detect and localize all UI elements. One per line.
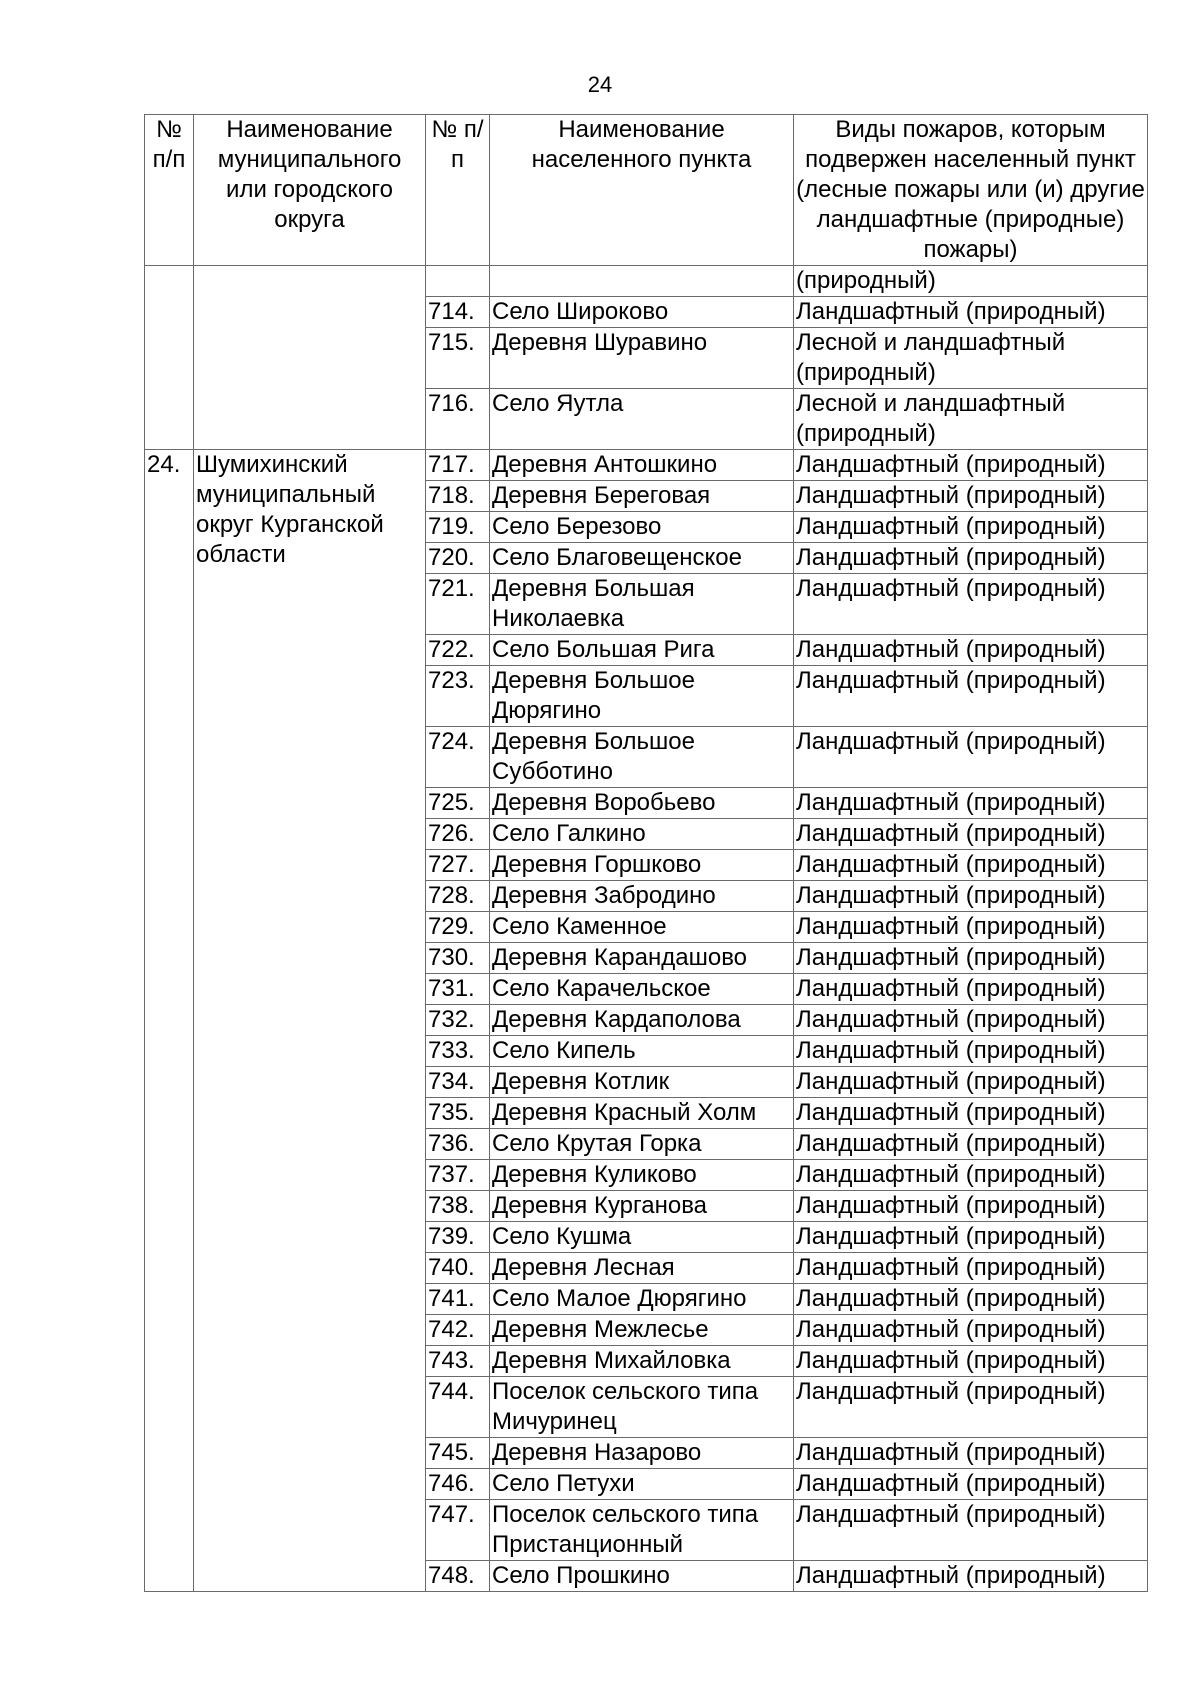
- settlement-number: 718.: [426, 481, 490, 512]
- settlement-number: 743.: [426, 1346, 490, 1377]
- fire-type: Ландшафтный (природный): [794, 1315, 1148, 1346]
- settlement-number: 721.: [426, 574, 490, 635]
- settlement-number: 742.: [426, 1315, 490, 1346]
- settlement-name: Село Березово: [490, 512, 794, 543]
- settlement-name: Село Крутая Горка: [490, 1129, 794, 1160]
- fire-type: Ландшафтный (природный): [794, 1129, 1148, 1160]
- settlement-name: Село Петухи: [490, 1469, 794, 1500]
- settlement-name: Село Каменное: [490, 912, 794, 943]
- fire-type: Ландшафтный (природный): [794, 819, 1148, 850]
- settlement-name: Село Галкино: [490, 819, 794, 850]
- fire-type: Лесной и ландшафтный (природный): [794, 328, 1148, 389]
- settlement-name: Деревня Забродино: [490, 881, 794, 912]
- settlement-name: Деревня Красный Холм: [490, 1098, 794, 1129]
- settlement-number: 744.: [426, 1377, 490, 1438]
- settlement-name: Деревня Шуравино: [490, 328, 794, 389]
- fire-type: Ландшафтный (природный): [794, 1561, 1148, 1592]
- district-number: 24.: [145, 450, 194, 1592]
- settlement-name: Деревня Котлик: [490, 1067, 794, 1098]
- district-name-line: Шумихинский: [196, 451, 348, 478]
- header-district-number: № п/п: [145, 115, 194, 266]
- settlement-name: Село Кушма: [490, 1222, 794, 1253]
- settlement-number: 748.: [426, 1561, 490, 1592]
- settlement-name: Село Благовещенское: [490, 543, 794, 574]
- settlement-name: Село Яутла: [490, 389, 794, 450]
- fire-risk-table: [144, 114, 1148, 1592]
- district-name: [194, 450, 426, 1592]
- fire-type: Ландшафтный (природный): [794, 881, 1148, 912]
- settlement-name: Деревня Михайловка: [490, 1346, 794, 1377]
- fire-type: Ландшафтный (природный): [794, 943, 1148, 974]
- settlement-number: 731.: [426, 974, 490, 1005]
- settlement-number: 734.: [426, 1067, 490, 1098]
- continuation-type-cell: (природный): [794, 266, 1148, 297]
- settlement-number: 732.: [426, 1005, 490, 1036]
- fire-type: Ландшафтный (природный): [794, 974, 1148, 1005]
- fire-type: Ландшафтный (природный): [794, 543, 1148, 574]
- settlement-number: 723.: [426, 666, 490, 727]
- settlement-number: 735.: [426, 1098, 490, 1129]
- continuation-name-cell: [490, 266, 794, 297]
- settlement-name: Деревня Воробьево: [490, 788, 794, 819]
- settlement-name: Деревня Большое Дюрягино: [490, 666, 794, 727]
- settlement-name: Поселок сельского типа Пристанционный: [490, 1500, 794, 1561]
- fire-type: Ландшафтный (природный): [794, 850, 1148, 881]
- settlement-name: Деревня Кардаполова: [490, 1005, 794, 1036]
- settlement-name: Село Кипель: [490, 1036, 794, 1067]
- settlement-name: Деревня Береговая: [490, 481, 794, 512]
- settlement-number: 733.: [426, 1036, 490, 1067]
- settlement-number: 720.: [426, 543, 490, 574]
- fire-type: Ландшафтный (природный): [794, 1098, 1148, 1129]
- settlement-name: Деревня Межлесье: [490, 1315, 794, 1346]
- fire-type: Ландшафтный (природный): [794, 1253, 1148, 1284]
- settlement-name: Деревня Антошкино: [490, 450, 794, 481]
- settlement-number: 722.: [426, 635, 490, 666]
- settlement-number: 738.: [426, 1191, 490, 1222]
- settlement-number: 747.: [426, 1500, 490, 1561]
- settlement-number: 741.: [426, 1284, 490, 1315]
- settlement-name: Село Карачельское: [490, 974, 794, 1005]
- header-settlement-number: № п/п: [426, 115, 490, 266]
- settlement-number: 725.: [426, 788, 490, 819]
- fire-type: Лесной и ландшафтный (природный): [794, 389, 1148, 450]
- settlement-name: Деревня Куликово: [490, 1160, 794, 1191]
- fire-type: Ландшафтный (природный): [794, 1036, 1148, 1067]
- settlement-number: 729.: [426, 912, 490, 943]
- settlement-name: Деревня Назарово: [490, 1438, 794, 1469]
- header-settlement-name: Наименование населенного пункта: [490, 115, 794, 266]
- settlement-number: 727.: [426, 850, 490, 881]
- settlement-number: 739.: [426, 1222, 490, 1253]
- settlement-name: Деревня Большая Николаевка: [490, 574, 794, 635]
- fire-type: Ландшафтный (природный): [794, 635, 1148, 666]
- settlement-name: Деревня Горшково: [490, 850, 794, 881]
- settlement-number: 745.: [426, 1438, 490, 1469]
- page-number: 24: [587, 72, 613, 97]
- table-row: [145, 450, 1148, 481]
- fire-type: Ландшафтный (природный): [794, 1469, 1148, 1500]
- settlement-name: Село Большая Рига: [490, 635, 794, 666]
- header-fire-types: Виды пожаров, которым подвержен населенный пункт (лесные пожары или (и) другие ландшафтные (природные) пожары): [794, 115, 1148, 266]
- fire-type: Ландшафтный (природный): [794, 1005, 1148, 1036]
- settlement-name: Деревня Курганова: [490, 1191, 794, 1222]
- fire-type: Ландшафтный (природный): [794, 727, 1148, 788]
- fire-type: Ландшафтный (природный): [794, 297, 1148, 328]
- fire-type: Ландшафтный (природный): [794, 1500, 1148, 1561]
- fire-type: Ландшафтный (природный): [794, 1346, 1148, 1377]
- settlement-number: 715.: [426, 328, 490, 389]
- fire-type: Ландшафтный (природный): [794, 1191, 1148, 1222]
- settlement-name: Село Широково: [490, 297, 794, 328]
- continuation-number-cell: [426, 266, 490, 297]
- settlement-number: 728.: [426, 881, 490, 912]
- settlement-name: Деревня Большое Субботино: [490, 727, 794, 788]
- district-name-line: округ Курганской: [196, 511, 384, 538]
- settlement-number: 726.: [426, 819, 490, 850]
- district-name-line: области: [196, 541, 286, 568]
- settlement-number: 724.: [426, 727, 490, 788]
- fire-type: Ландшафтный (природный): [794, 788, 1148, 819]
- fire-type: Ландшафтный (природный): [794, 574, 1148, 635]
- header-district-name: Наименование муниципального или городского округа: [194, 115, 426, 266]
- settlement-number: 730.: [426, 943, 490, 974]
- fire-type: Ландшафтный (природный): [794, 1284, 1148, 1315]
- settlement-number: 714.: [426, 297, 490, 328]
- fire-type: Ландшафтный (природный): [794, 481, 1148, 512]
- fire-type: Ландшафтный (природный): [794, 512, 1148, 543]
- settlement-name: Село Малое Дюрягино: [490, 1284, 794, 1315]
- table-header-row: [145, 115, 1148, 266]
- settlement-number: 717.: [426, 450, 490, 481]
- settlement-number: 719.: [426, 512, 490, 543]
- district-number-cell-prev: [145, 266, 194, 450]
- continuation-row: [145, 266, 1148, 297]
- settlement-number: 740.: [426, 1253, 490, 1284]
- settlement-name: Деревня Лесная: [490, 1253, 794, 1284]
- settlement-number: 716.: [426, 389, 490, 450]
- settlement-number: 737.: [426, 1160, 490, 1191]
- district-name-cell-prev: [194, 266, 426, 450]
- settlement-name: Село Прошкино: [490, 1561, 794, 1592]
- fire-type: Ландшафтный (природный): [794, 1067, 1148, 1098]
- fire-type: Ландшафтный (природный): [794, 1160, 1148, 1191]
- district-name-line: муниципальный: [196, 481, 376, 508]
- fire-type: Ландшафтный (природный): [794, 1222, 1148, 1253]
- fire-type: Ландшафтный (природный): [794, 912, 1148, 943]
- settlement-number: 736.: [426, 1129, 490, 1160]
- settlement-number: 746.: [426, 1469, 490, 1500]
- fire-type: Ландшафтный (природный): [794, 450, 1148, 481]
- fire-type: Ландшафтный (природный): [794, 666, 1148, 727]
- settlement-name: Деревня Карандашово: [490, 943, 794, 974]
- table-body: [145, 266, 1148, 1592]
- fire-type: Ландшафтный (природный): [794, 1438, 1148, 1469]
- settlement-name: Поселок сельского типа Мичуринец: [490, 1377, 794, 1438]
- fire-type: Ландшафтный (природный): [794, 1377, 1148, 1438]
